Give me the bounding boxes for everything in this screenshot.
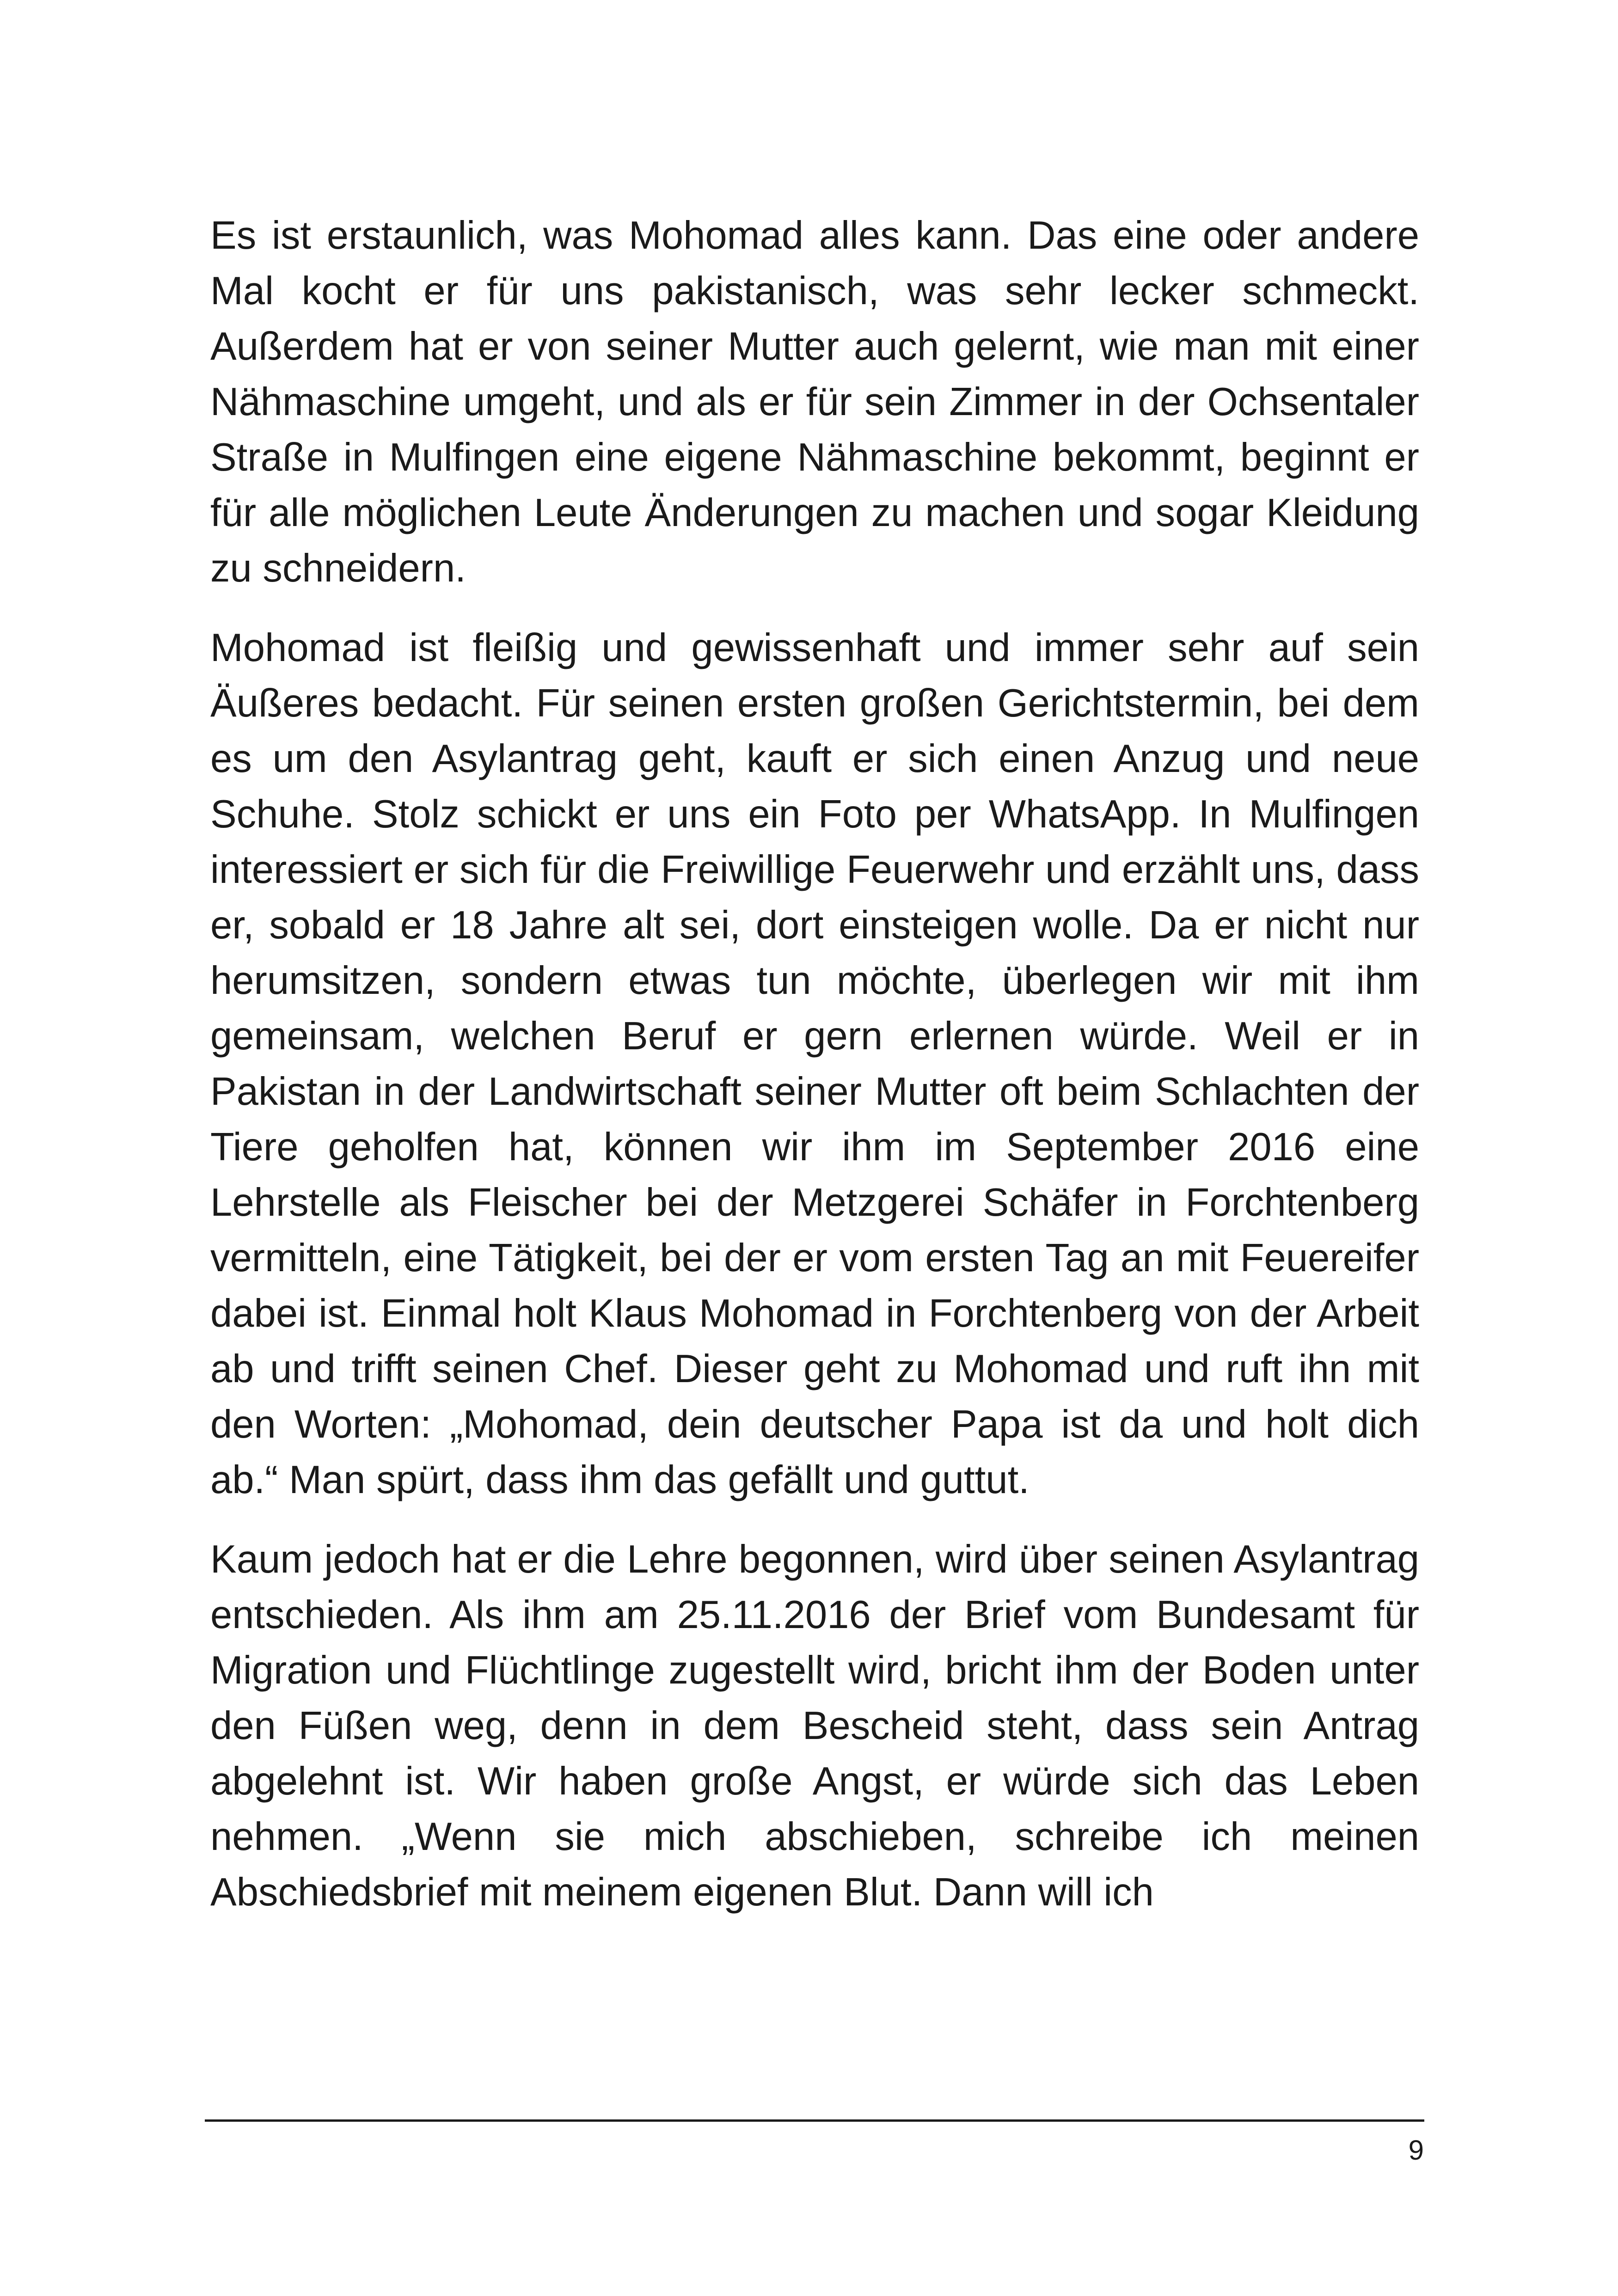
paragraph-3: Kaum jedoch hat er die Lehre begonnen, wird über seinen Asylantrag entschieden. Als ihm am 25.11.2016 der Brief vom Bundesamt für Migration und Flüchtlinge zugestellt wird, bricht ihm der Boden unter den Füßen weg, denn in dem Bescheid steht, dass sein Antrag abgelehnt ist. Wir haben große Angst, er würde sich das Leben nehmen. „Wenn sie mich abschieben, schreibe ich meinen Abschiedsbrief mit meinem eigenen Blut. Dann will ich xyxy=(210,1537,1419,1914)
footer-divider xyxy=(205,2119,1424,2122)
paragraph-1: Es ist erstaunlich, was Mohomad alles kann. Das eine oder andere Mal kocht er für uns pakistanisch, was sehr lecker schmeckt. Außerdem hat er von seiner Mutter auch gelernt, wie man mit einer Nähmaschine umgeht, und als er für sein Zimmer in der Ochsentaler Straße in Mulfingen eine eigene Nähmaschine bekommt, beginnt er für alle möglichen Leute Änderungen zu machen und sogar Kleidung zu schneidern. xyxy=(210,214,1419,590)
body-text xyxy=(210,208,1419,1944)
paragraph-2: Mohomad ist fleißig und gewissenhaft und immer sehr auf sein Äußeres bedacht. Für seinen ersten großen Gerichtstermin, bei dem es um den Asylantrag geht, kauft er sich einen Anzug und neue Schuhe. Stolz schickt er uns ein Foto per WhatsApp. In Mulfingen interessiert er sich für die Freiwillige Feuerwehr und erzählt uns, dass er, sobald er 18 Jahre alt sei, dort einsteigen wolle. Da er nicht nur herumsitzen, sondern etwas tun möchte, überlegen wir mit ihm gemeinsam, welchen Beruf er gern erlernen würde. Weil er in Pakistan in der Landwirtschaft seiner Mutter oft beim Schlachten der Tiere geholfen hat, können wir ihm im September 2016 eine Lehrstelle als Fleischer bei der Metzgerei Schäfer in Forchtenberg vermitteln, eine Tätigkeit, bei der er vom ersten Tag an mit Feuereifer dabei ist. Einmal holt Klaus Mohomad in Forchtenberg von der Arbeit ab und trifft seinen Chef. Dieser geht zu Mohomad und ruft ihn mit den Worten: „Mohomad, dein deutscher Papa ist da und holt dich ab.“ Man spürt, dass ihm das gefällt und guttut. xyxy=(210,626,1419,1502)
page-number: 9 xyxy=(1408,2135,1424,2166)
